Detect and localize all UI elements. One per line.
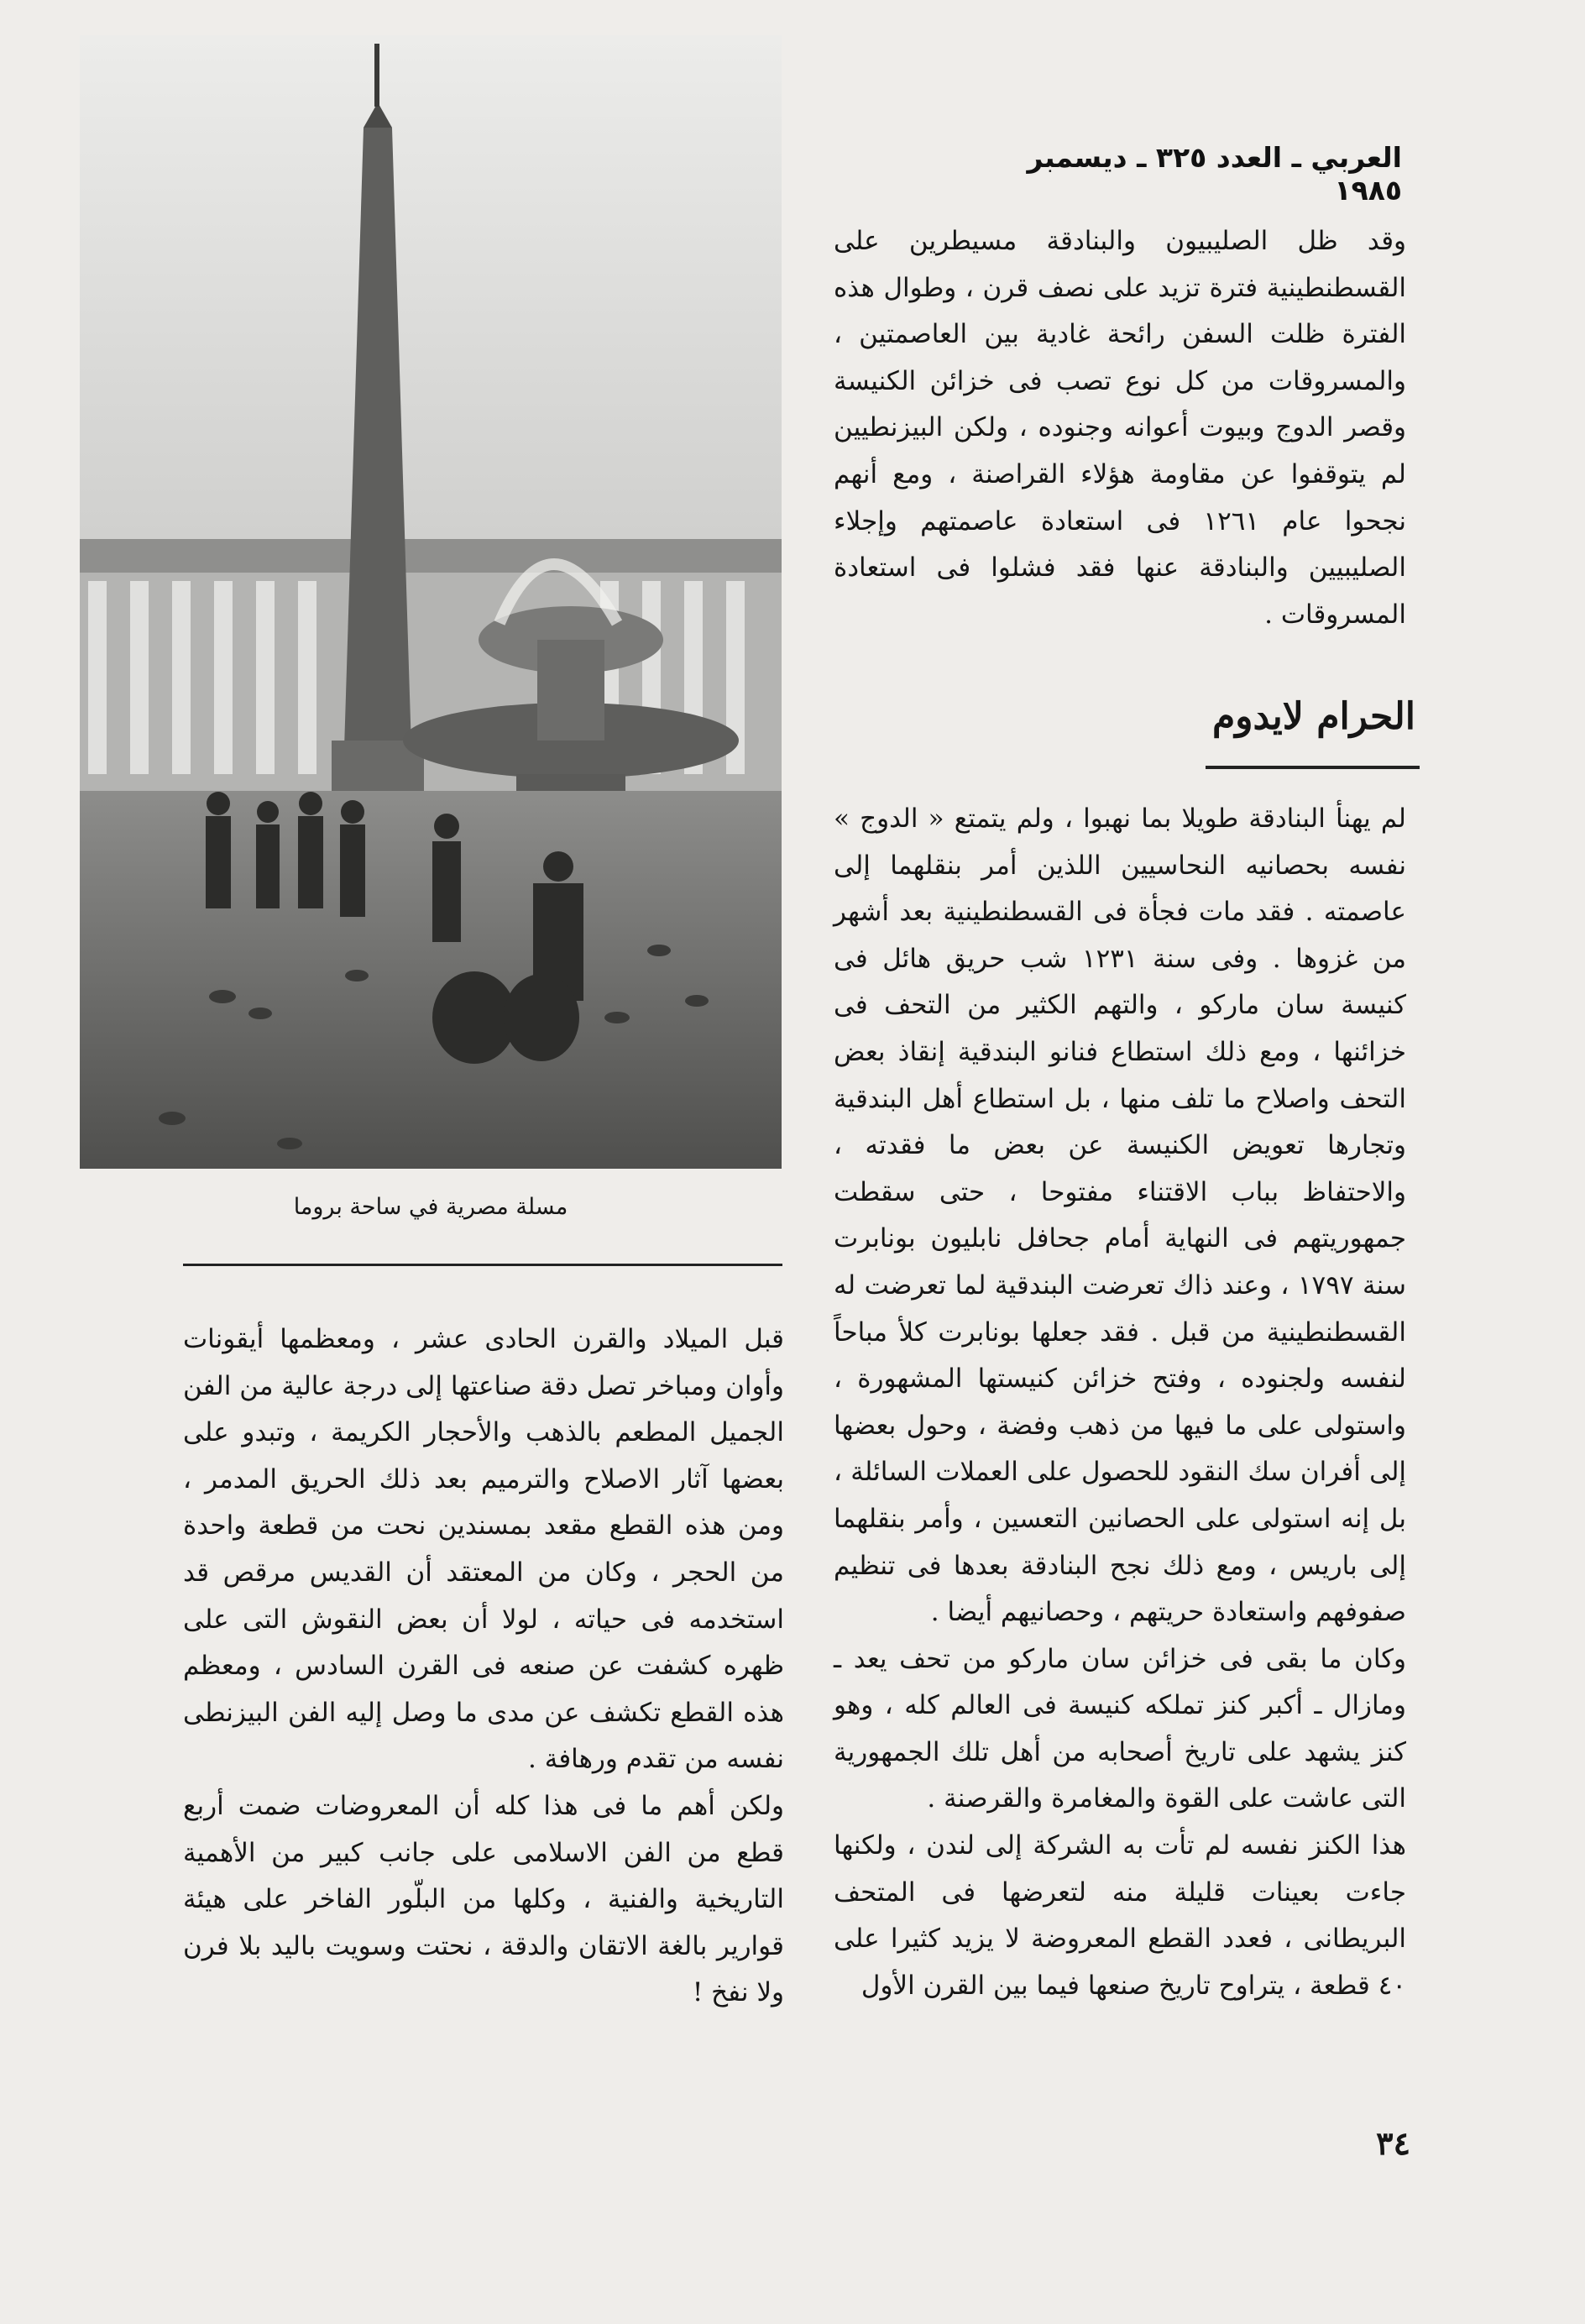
title-underline	[1206, 766, 1420, 769]
plaza	[80, 791, 782, 1169]
issue-header: العربي ـ العدد ٣٢٥ ـ ديسمبر ١٩٨٥	[1027, 141, 1402, 207]
left-paragraph-2: ولكن أهم ما فى هذا كله أن المعروضات ضمت أربع قطع من الفن الاسلامى على جانب كبير من الأهمية التاريخية والفنية ، وكلها من البلّور الفاخر على هيئة قوارير بالغة الاتقان والدقة ، نحتت وسويت باليد بلا فرن ولا نفخ !	[183, 1790, 784, 2008]
intro-column	[834, 218, 1406, 638]
left-column	[183, 1316, 784, 2017]
section-title: الحرام لايدوم	[1211, 695, 1415, 738]
right-paragraph-3: هذا الكنز نفسه لم تأت به الشركة إلى لندن ، ولكنها جاءت بعينات قليلة منه لتعرضها فى المتحف البريطانى ، فعدد القطع المعروضة لا يزيد كثيرا على ٤٠ قطعة ، يتراوح تاريخ صنعها فيما بين القرن الأول	[834, 1830, 1406, 2001]
photo-caption: مسلة مصرية في ساحة بروما	[293, 1194, 568, 1220]
right-column	[834, 796, 1406, 2009]
page-number: ٣٤	[1376, 2124, 1410, 2162]
left-paragraph-1: قبل الميلاد والقرن الحادى عشر ، ومعظمها أيقونات وأوان ومباخر تصل دقة صناعتها إلى درجة عالية من الفن الجميل المطعم بالذهب والأحجار الكريمة ، وتبدو على بعضها آثار الاصلاح والترميم بعد ذلك الحريق المدمر ، ومن هذه القطع مقعد بمسندين نحت من قطعة واحدة من الحجر ، وكان من المعتقد أن القديس مرقص قد استخدمه فى حياته ، لولا أن بعض النقوش التى على ظهره كشفت عن صنعه فى القرن السادس ، ومعظم هذه القطع تكشف عن مدى ما وصل إليه الفن البيزنطى نفسه من تقدم ورهافة .	[183, 1324, 784, 1775]
intro-paragraph: وقد ظل الصليبيون والبنادقة مسيطرين على القسطنطينية فترة تزيد على نصف قرن ، وطوال هذه الفترة ظلت السفن رائحة غادية بين العاصمتين ، والمسروقات من كل نوع تصب فى خزائن الكنيسة وقصر الدوج وبيوت أعوانه وجنوده ، ولكن البيزنطيين لم يتوقفوا عن مقاومة هؤلاء القراصنة ، ومع أنهم نجحوا عام ١٢٦١ فى استعادة عاصمتهم وإجلاء الصليبيين والبنادقة عنها فقد فشلوا فى استعادة المسروقات .	[834, 226, 1406, 630]
sky	[80, 35, 782, 556]
photo-illustration	[80, 35, 782, 1169]
right-paragraph-1: لم يهنأ البنادقة طويلا بما نهبوا ، ولم يتمتع « الدوج » نفسه بحصانيه النحاسيين اللذين أمر بنقلهما إلى عاصمته . فقد مات فجأة فى القسطنطينية بعد أشهر من غزوها . وفى سنة ١٢٣١ شب حريق هائل فى كنيسة سان ماركو ، والتهم الكثير من التحف فى خزائنها ، ومع ذلك استطاع فنانو البندقية إنقاذ بعض التحف واصلاح ما تلف منها ، بل استطاع أهل البندقية وتجارها تعويض الكنيسة عن بعض ما فقدته ، والاحتفاظ بباب الاقتناء مفتوحا ، حتى سقطت جمهوريتهم فى النهاية أمام جحافل نابليون بونابرت سنة ١٧٩٧ ، وعند ذاك تعرضت البندقية لما تعرضت له القسطنطينية من قبل . فقد جعلها بونابرت كلأ مباحاً لنفسه ولجنوده ، وفتح خزائن كنيستها المشهورة ، واستولى على ما فيها من ذهب وفضة ، وحول بعضها إلى أفران سك النقود للحصول على العملات السائلة ، بل إنه استولى على الحصانين التعسين ، وأمر بنقلهما إلى باريس ، ومع ذلك نجح البنادقة بعدها فى تنظيم صفوفهم واستعادة حريتهم ، وحصانيهم أيضا .	[834, 803, 1406, 1628]
right-paragraph-2: وكان ما بقى فى خزائن سان ماركو من تحف يعد ـ ومازال ـ أكبر كنز تملكه كنيسة فى العالم كله ، وهو كنز يشهد على تاريخ أصحابه من أهل تلك الجمهورية التى عاشت على القوة والمغامرة والقرصنة .	[834, 1643, 1406, 1814]
obelisk-photo	[80, 35, 782, 1169]
column-divider	[183, 1264, 782, 1266]
